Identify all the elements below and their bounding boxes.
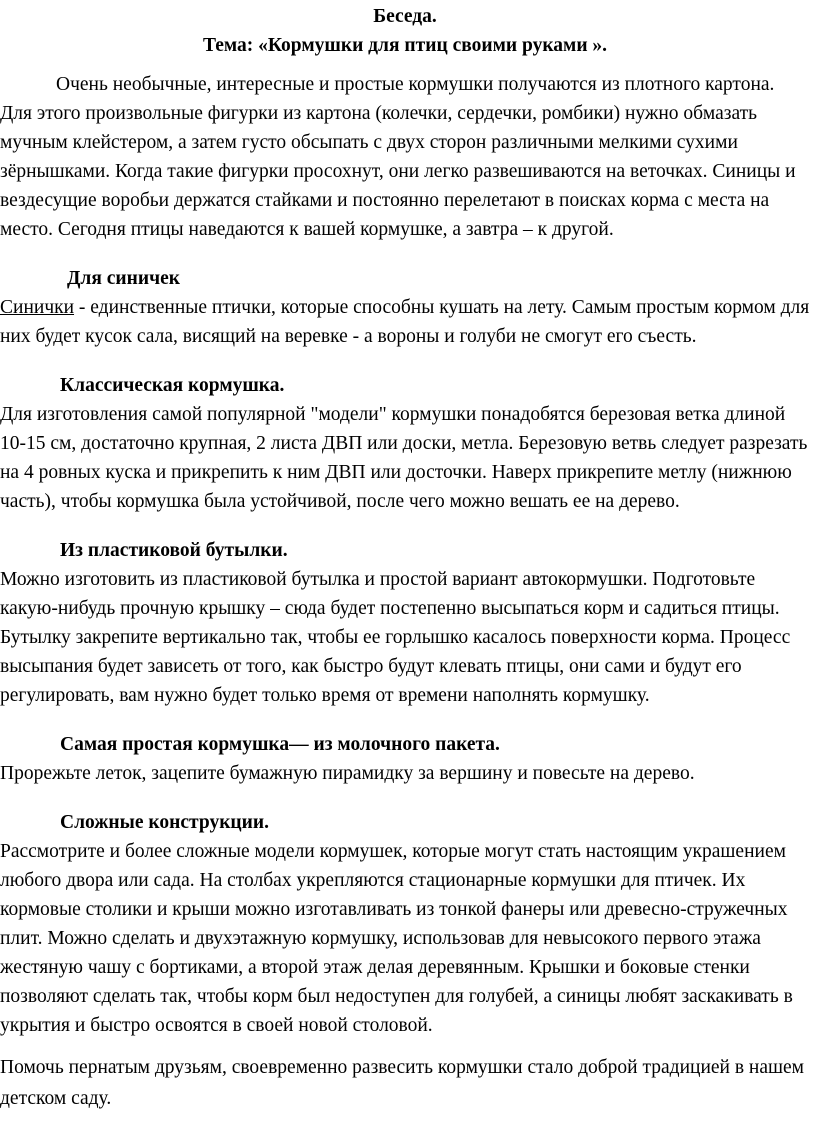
section-text-bottle: Можно изготовить из пластиковой бутылка и простой вариант автокормушки. Подготовьте какую-нибудь прочную крышку – сюда будет постепенно высыпаться корм и садиться птицы. Бутылку закрепите вертикально так, чтобы ее горлышко касалось поверхности корма. Процесс высыпания будет зависеть от того, как быстро будут клевать птицы, они сами и будут его регулировать, вам нужно будет только время от времени наполнять кормушку.	[0, 569, 791, 706]
section-text-complex: Рассмотрите и более сложные модели кормушек, которые могут стать настоящим украшением любого двора или сада. На столбах укрепляются стационарные кормушки для птичек. Их кормовые столики и крыши можно изготавливать из тонкой фанеры или древесно-стружечных плит. Можно сделать и двухэтажную кормушку, использовав для невысокого первого этажа жестяную чашу с бортиками, а второй этаж делая деревянным. Крышки и боковые стенки позволяют сделать так, чтобы корм был недоступен для голубей, а синицы любят заскакивать в укрытия и быстро освоятся в своей новой столовой.	[0, 841, 793, 1036]
document-topic: Тема: «Кормушки для птиц своими руками ».	[202, 35, 608, 56]
section-heading-titmice: Для синичек	[67, 268, 181, 289]
section-text-milk-carton: Прорежьте леток, зацепите бумажную пирамидку за вершину и повесьте на дерево.	[0, 763, 695, 784]
section-text-titmice	[0, 293, 810, 351]
section-heading-bottle: Из пластиковой бутылки.	[60, 540, 288, 561]
section-text-titmice-body: - единственные птички, которые способны кушать на лету. Самым простым кормом для них будет кусок сала, висящий на веревке - а вороны и голуби не смогут его съесть.	[0, 297, 810, 347]
section-heading-complex: Сложные конструкции.	[60, 812, 270, 833]
underlined-term: Синички	[0, 297, 75, 318]
intro-paragraph: Очень необычные, интересные и простые кормушки получаются из плотного картона. Для этого произвольные фигурки из картона (колечки, сердечки, ромбики) нужно обмазать мучным клейстером, а затем густо обсыпать с двух сторон различными мелкими сухими зёрнышками. Когда такие фигурки просохнут, они легко развешиваются на веточках. Синицы и вездесущие воробьи держатся стайками и постоянно перелетают в поисках корма с места на место. Сегодня птицы наведаются к вашей кормушке, а завтра – к другой.	[0, 74, 796, 240]
closing-paragraph: Помочь пернатым друзьям, своевременно развесить кормушки стало доброй традицией в нашем детском саду.	[0, 1057, 805, 1109]
section-heading-classic: Классическая кормушка.	[60, 375, 285, 396]
document-title: Беседа.	[373, 6, 437, 27]
section-text-classic: Для изготовления самой популярной "модели" кормушки понадобятся березовая ветка длиной 10-15 см, достаточно крупная, 2 листа ДВП или доски, метла. Березовую ветвь следует разрезать на 4 ровных куска и прикрепить к ним ДВП или досточки. Наверх прикрепите метлу (нижнюю часть), чтобы кормушка была устойчивой, после чего можно вешать ее на дерево.	[0, 404, 808, 512]
section-heading-milk-carton: Самая простая кормушка— из молочного пакета.	[60, 734, 500, 755]
